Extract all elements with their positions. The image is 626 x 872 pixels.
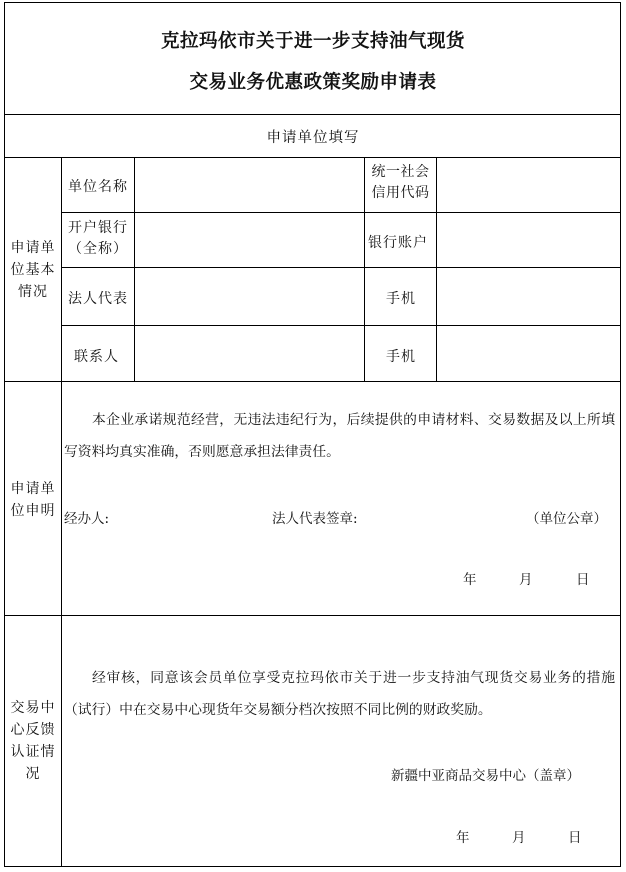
account-field[interactable] [438,214,619,266]
phone-label-2: 手机 [386,349,416,365]
declaration-text: 本企业承诺规范经营，无违法违纪行为，后续提供的申请材料、交易数据及以上所填写资料均真实准确，否则愿意承担法律责任。 [64,412,615,460]
divider-row-2 [61,267,621,268]
seal-label: （单位公章） [526,511,607,527]
divider-basic-end [4,381,621,382]
declaration-month: 月 [519,572,533,588]
declaration-side-label: 申请单 位申明 [10,481,56,519]
credit-code-field[interactable] [438,159,619,211]
divider-row-1 [61,212,621,213]
phone-label-1: 手机 [386,291,416,307]
feedback-month: 月 [512,830,526,846]
divider-label-column [134,157,135,382]
section-header: 申请单位填写 [266,130,360,146]
form-title-line-2: 交易业务优惠政策奖励申请表 [189,72,437,93]
unit-name-field[interactable] [136,159,363,211]
declaration-year: 年 [463,572,477,588]
divider-right-label-column [436,157,437,382]
contact-label: 联系人 [74,349,119,365]
unit-name-label: 单位名称 [68,179,128,195]
feedback-side-label: 交易中 心反馈 认证情 况 [10,700,56,782]
account-label: 银行账户 [368,235,428,251]
divider-row-3 [61,325,621,326]
legal-rep-label: 法人代表 [68,291,128,307]
feedback-day: 日 [568,830,582,846]
form-title-line-1: 克拉玛依市关于进一步支持油气现货 [160,31,465,52]
feedback-text: 经审核，同意该会员单位享受克拉玛依市关于进一步支持油气现货交易业务的措施（试行）中在交易中心现货年交易额分档次按照不同比例的财政奖励。 [64,670,615,718]
divider-title [4,114,621,115]
divider-section-header [4,157,621,158]
bank-field[interactable] [136,214,363,266]
divider-declaration-end [4,615,621,616]
feedback-year: 年 [456,830,470,846]
border-bottom [4,866,621,867]
legal-rep-field[interactable] [136,269,363,324]
border-top [4,2,621,3]
legal-sign-label: 法人代表签章: [272,511,358,527]
credit-code-label: 统一社会 信用代码 [371,164,430,201]
handler-label: 经办人: [64,511,110,527]
declaration-day: 日 [576,572,590,588]
basic-info-side-label: 申请单 位基本 情况 [10,240,56,300]
contact-field[interactable] [136,327,363,380]
phone-field-1[interactable] [438,269,619,324]
bank-label: 开户银行 （全称） [68,220,128,257]
phone-field-2[interactable] [438,327,619,380]
center-seal-label: 新疆中亚商品交易中心（盖章） [391,768,580,784]
